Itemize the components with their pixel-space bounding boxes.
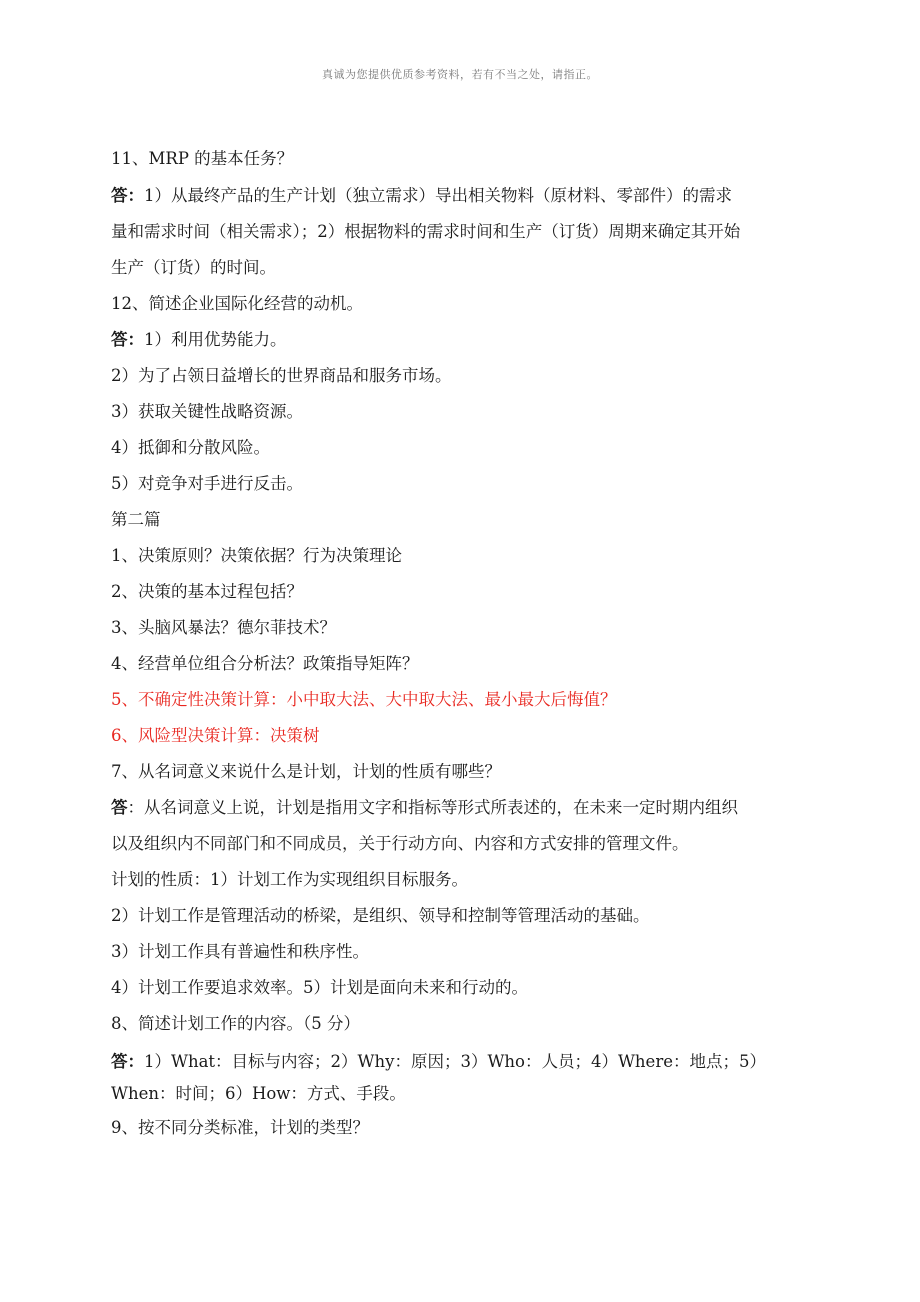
answer-7-line-4: 2）计划工作是管理活动的桥梁，是组织、领导和控制等管理活动的基础。: [111, 906, 650, 925]
question-5-highlighted: 5、不确定性决策计算：小中取大法、大中取大法、最小最大后悔值？: [111, 690, 617, 709]
page-header-note: 真诚为您提供优质参考资料，若有不当之处，请指正。: [322, 68, 598, 81]
answer-12-item-2: 2）为了占领日益增长的世界商品和服务市场。: [111, 366, 452, 385]
answer-7-line-1: 答：从名词意义上说，计划是指用文字和指标等形式所表述的，在未来一定时期内组织: [111, 798, 738, 817]
question-2: 2、决策的基本过程包括？: [111, 582, 303, 601]
question-9: 9、按不同分类标准，计划的类型？: [111, 1118, 369, 1137]
answer-7-line-3: 计划的性质：1）计划工作为实现组织目标服务。: [111, 870, 468, 889]
question-1: 1、决策原则？决策依据？行为决策理论: [111, 546, 402, 565]
answer-7-line-6: 4）计划工作要追求效率。5）计划是面向未来和行动的。: [111, 978, 528, 997]
answer-12-item-3: 3）获取关键性战略资源。: [111, 402, 303, 421]
question-6-highlighted: 6、风险型决策计算：决策树: [111, 726, 320, 745]
answer-11-line-2: 量和需求时间（相关需求）；2）根据物料的需求时间和生产（订货）周期来确定其开始: [111, 222, 741, 241]
answer-label: 答：: [111, 1052, 144, 1071]
answer-7-line-5: 3）计划工作具有普遍性和秩序性。: [111, 942, 369, 961]
answer-11-line-3: 生产（订货）的时间。: [111, 258, 276, 277]
answer-label: 答：: [111, 330, 144, 349]
answer-11-line-1: 答：1）从最终产品的生产计划（独立需求）导出相关物料（原材料、零部件）的需求: [111, 186, 732, 205]
answer-label: 答: [111, 798, 128, 817]
question-8: 8、简述计划工作的内容。（5 分）: [111, 1014, 360, 1033]
question-11: 11、MRP 的基本任务？: [111, 149, 294, 168]
question-3: 3、头脑风暴法？德尔菲技术？: [111, 618, 336, 637]
answer-12-item-5: 5）对竞争对手进行反击。: [111, 474, 303, 493]
question-4: 4、经营单位组合分析法？政策指导矩阵？: [111, 654, 419, 673]
section-title: 第二篇: [111, 510, 161, 529]
answer-7-line-2: 以及组织内不同部门和不同成员，关于行动方向、内容和方式安排的管理文件。: [111, 834, 689, 853]
answer-12-item-4: 4）抵御和分散风险。: [111, 438, 270, 457]
answer-8-line-2: When：时间；6）How：方式、手段。: [111, 1084, 406, 1103]
question-7: 7、从名词意义来说什么是计划，计划的性质有哪些？: [111, 762, 501, 781]
question-12: 12、简述企业国际化经营的动机。: [111, 294, 363, 313]
answer-label: 答：: [111, 186, 144, 205]
answer-12-item-1: 答：1）利用优势能力。: [111, 330, 287, 349]
answer-8-line-1: 答：1）What：目标与内容；2）Why：原因；3）Who：人员；4）Where：地点；5）: [111, 1052, 766, 1071]
